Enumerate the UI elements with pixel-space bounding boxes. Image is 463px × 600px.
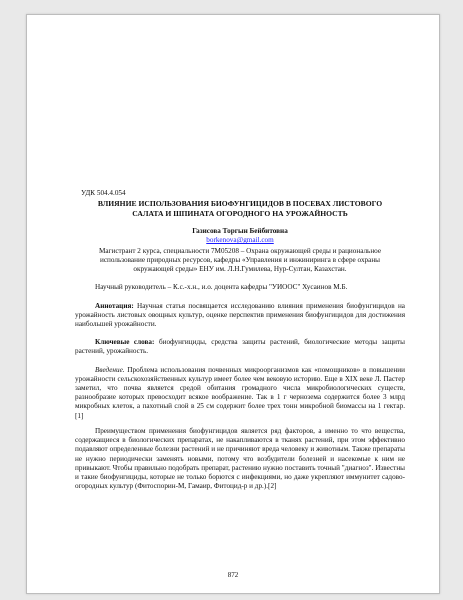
keywords-paragraph xyxy=(75,338,405,356)
title-line-1: ВЛИЯНИЕ ИСПОЛЬЗОВАНИЯ БИОФУНГИЦИДОВ В ПОСЕВАХ ЛИСТОВОГО xyxy=(97,199,383,209)
page-number: 872 xyxy=(227,571,239,579)
page-content xyxy=(75,189,405,491)
body-paragraph-2: Преимуществом применения биофунгицидов является ряд факторов, а именно то что вещества, содержащиеся в биологических препаратах, не накапливаются в тканях растений, при этом эффективно подавляют определенные болезни растений и не причиняют вреда человеку и животным. Также препараты не нужно периодически заменять новыми, потому что возбудители болезней и насекомые к ним не привыкают. Чтобы правильно подобрать препарат, растению нужно поставить точный "диагноз". Известны и такие биофунгициды, которые не только борются с инфекциями, но даже укрепляют иммунитет садово-огородных культур (Фитоспорин-М, Гамаир, Фитоцид-р и др.).[2] xyxy=(75,426,405,491)
intro-text: Проблема использования почвенных микроорганизмов как «помощников» в повышении урожайности сельскохозяйственных культур имеет более чем вековую историю. Еще в XIX веке Л. Пастер заметил, что почва является средой обитания громадного числа микробиологических существ, разнообразие которых превосходит всякое воображение. Так в 1 г чернозема содержится более 3 млрд микробных клеток, а пахотный слой в 25 см содержит более трех тонн микробной биомассы на 1 гектар. [1] xyxy=(75,365,405,420)
intro-label: Введение. xyxy=(95,365,125,374)
intro-paragraph xyxy=(75,366,405,421)
article-title xyxy=(75,199,405,218)
supervisor-line: Научный руководитель – К.с.-х.н., и.о. доцента кафедры "УИООС" Хусаинов М.Б. xyxy=(95,283,348,292)
author-affiliation: Магистрант 2 курса, специальности 7М05208 – Охрана окружающей среды и рациональное использование природных ресурсов, кафедры «Управления и инжиниринга в сфере охраны окружающей среды» ЕНУ им. Л.Н.Гумилева, Нур-Султан, Казахстан. xyxy=(98,246,382,274)
udk-code: УДК 504.4.054 xyxy=(81,189,126,197)
title-line-2: САЛАТА И ШПИНАТА ОГОРОДНОГО НА УРОЖАЙНОСТЬ xyxy=(132,208,348,218)
author-email-link[interactable]: borkenova@gmail.com xyxy=(206,236,274,245)
abstract-label: Аннотация: xyxy=(95,301,134,310)
abstract-text: Научная статья посвящается исследованию влияния применения биофунгицидов на урожайность листовых овощных культур, оценке перспектив применения биофунгицидов для достижения наибольшей урожайности. xyxy=(75,301,405,328)
abstract-paragraph xyxy=(75,302,405,330)
document-page xyxy=(26,14,440,594)
author-name: Газисова Торгын Бейбитовна xyxy=(192,227,288,236)
keywords-text: биофунгициды, средства защиты растений, биологические методы защиты растений, урожайность. xyxy=(75,338,405,356)
keywords-label: Ключевые слова: xyxy=(95,338,155,347)
